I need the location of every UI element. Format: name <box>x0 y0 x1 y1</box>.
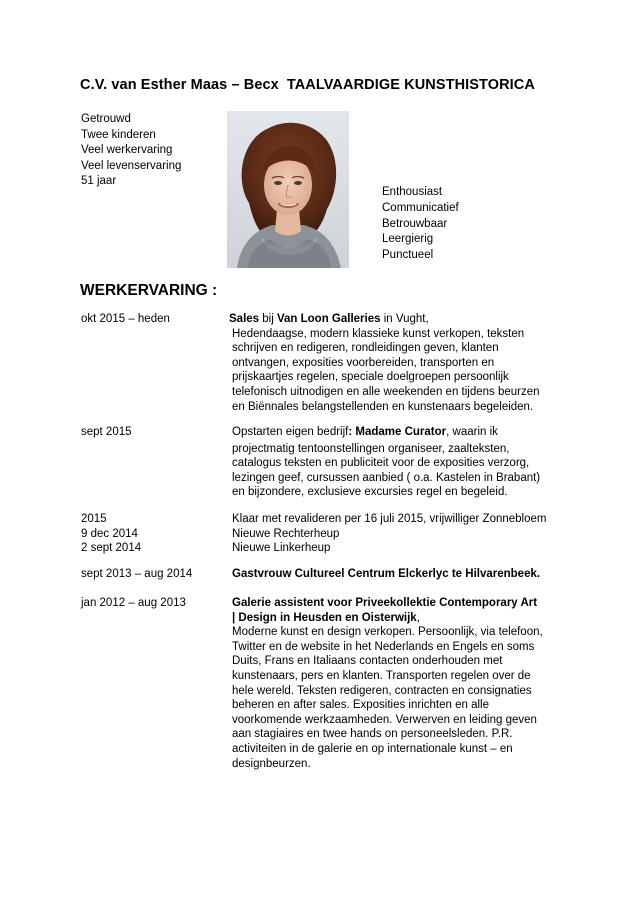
entry-date: sept 2015 <box>81 426 132 438</box>
entry-role-line <box>229 312 559 327</box>
entry-date: jan 2012 – aug 2013 <box>81 597 186 609</box>
entry-date: sept 2013 – aug 2014 <box>81 568 193 580</box>
page-title <box>80 77 535 93</box>
trait-item: Enthousiast <box>382 186 443 198</box>
personal-item: Twee kinderen <box>81 128 156 141</box>
personal-item: Veel levenservaring <box>81 159 182 172</box>
title-name: C.V. van Esther Maas – Becx <box>80 77 279 93</box>
entry-role: Sales <box>229 313 260 325</box>
entry-line: Hedendaagse, modern klassieke kunst verkopen, teksten <box>232 327 525 340</box>
entry-line: catalogus teksten en publiciteit voor de exposities verzorg, <box>232 457 530 470</box>
entry-body <box>229 312 559 414</box>
entry-role-line <box>232 425 562 440</box>
entry-date: 2 sept 2014 <box>81 542 142 555</box>
entry-line: schrijven en redigeren, rondleidingen geven, klanten <box>232 342 499 355</box>
entry-body <box>232 425 562 500</box>
entry-line: en bijzondere, exclusieve excursies regel en begeleid. <box>232 486 508 499</box>
trait-item: Leergierig <box>382 233 434 246</box>
personal-item: Getrouwd <box>81 113 131 125</box>
entry-line: Twitter en de website in het Nederlands en Engels en soms <box>232 640 535 653</box>
entry-title: Galerie assistent voor Priveekollektie Contemporary Art <box>232 597 538 609</box>
entry-line: aan stagiaires en twee hands on personeelsleden. P.R. <box>232 728 513 741</box>
personal-item: 51 jaar <box>81 175 117 188</box>
entry-line: kunstenaars, pers en klanten. Transporten regelen over de <box>232 669 531 682</box>
entry-role: Opstarten eigen bedrijf <box>232 426 349 438</box>
entry-line: Nieuwe Linkerheup <box>232 542 331 555</box>
entry-role-suffix: , waarin ik <box>446 426 498 438</box>
entry-title-continued: | Design in Heusden en Oisterwijk <box>232 611 417 624</box>
entry-line: projectmatig tentoonstellingen organiseer, zaalteksten, <box>232 442 510 455</box>
entry-line: lezingen geef, cursussen aanbied ( o.a. Kastelen in Brabant) <box>232 471 541 484</box>
entry-role-line <box>232 596 562 611</box>
entry-title: Gastvrouw Cultureel Centrum Elckerlyc te Hilvarenbeek. <box>232 568 541 580</box>
personal-details <box>81 112 181 190</box>
personal-item: Veel werkervaring <box>81 144 173 157</box>
entry-line: beheren en after sales. Exposities inrichten en alle <box>232 699 489 712</box>
entry-body <box>232 567 562 582</box>
title-profession: TAALVAARDIGE KUNSTHISTORICA <box>286 77 535 93</box>
entry-title-punct: , <box>416 611 420 624</box>
trait-item: Communicatief <box>382 201 459 214</box>
entry-organization: : Madame Curator <box>348 426 447 438</box>
entry-line: Moderne kunst en design verkopen. Persoonlijk, via telefoon, <box>232 626 543 639</box>
entry-role-location: in Vught, <box>380 313 429 325</box>
entry-organization: Van Loon Galleries <box>276 313 381 325</box>
entry-role-line <box>232 611 562 626</box>
entry-line: voorkomende werkzaamheden. Verwerven en leiding geven <box>232 713 537 726</box>
entry-line: Nieuwe Rechterheup <box>232 527 340 540</box>
entry-dates <box>81 512 141 556</box>
entry-line: telefonisch uitnodigen en alle weekenden en tijdens beurzen <box>232 385 540 398</box>
trait-item: Punctueel <box>382 249 434 262</box>
section-heading-werkervaring: WERKERVARING : <box>80 282 218 299</box>
entry-line: designbeurzen. <box>232 757 311 770</box>
entry-body <box>232 596 562 771</box>
entry-line: ontvangen, exposities voorbereiden, transporten en <box>232 356 495 369</box>
portrait-photo <box>227 111 349 268</box>
entry-role-connector: bij <box>259 313 277 325</box>
entry-line: Klaar met revalideren per 16 juli 2015, vrijwilliger Zonnebloem <box>232 513 547 525</box>
entry-date: okt 2015 – heden <box>81 313 170 325</box>
entry-date: 2015 <box>81 513 107 525</box>
entry-line: en Biënnales belangstellenden en kunstenaars begeleiden. <box>232 400 534 413</box>
portrait-illustration <box>227 111 349 268</box>
entry-line: prijskaartjes regelen, speciale doelgroepen persoonlijk <box>232 371 509 384</box>
entry-date: 9 dec 2014 <box>81 527 138 540</box>
traits-list <box>382 185 459 264</box>
entry-role-line <box>232 567 562 582</box>
trait-item: Betrouwbaar <box>382 217 448 230</box>
entry-line: hele wereld. Teksten redigeren, contracten en consignaties <box>232 684 532 697</box>
entry-body <box>232 512 562 556</box>
entry-line: Duits, Frans en Italiaans contacten onderhouden met <box>232 655 503 668</box>
entry-line: activiteiten in de galerie en op internationale kunst – en <box>232 742 513 755</box>
